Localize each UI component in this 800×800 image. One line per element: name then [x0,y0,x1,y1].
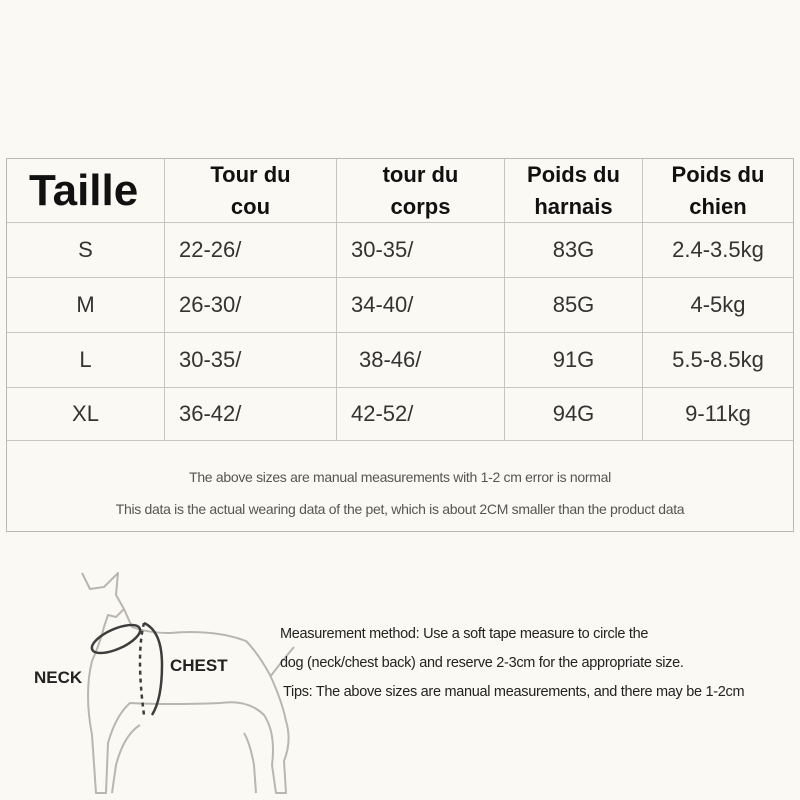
cell-dog-weight: 5.5-8.5kg [672,347,764,372]
method-line: Measurement method: Use a soft tape measure to circle the [280,626,649,642]
header-body: tour du corps [337,159,505,222]
cell-dog-weight: 4-5kg [690,292,746,317]
table-header-row [7,159,793,223]
neck-label: NECK [34,668,83,687]
cell-harness-weight: 91G [505,333,643,387]
cell-body: 30-35/ [337,223,505,277]
cell-body: 42-52/ [337,388,505,440]
cell-size: S [7,223,165,277]
dog-outline [82,573,289,793]
cell-neck: 26-30/ [165,278,337,332]
header-harness-weight: Poids du harnais [505,159,643,222]
chest-measure-loop [144,623,162,715]
cell-harness-weight: 94G [505,388,643,440]
cell-body: 34-40/ [337,278,505,332]
cell-dog-weight: 2.4-3.5kg [672,237,764,262]
header-size: Taille [7,159,165,222]
cell-dog-weight: 9-11kg [685,401,751,426]
table-row [7,333,793,388]
header-dog-weight: Poids du chien [671,161,765,219]
cell-harness-weight: 85G [505,278,643,332]
cell-neck: 30-35/ [165,333,337,387]
tips-line: Tips: The above sizes are manual measurements, and there may be 1-2cm [283,684,745,700]
cell-neck: 22-26/ [165,223,337,277]
cell-neck: 36-42/ [165,388,337,440]
table-row [7,388,793,441]
note-line: The above sizes are manual measurements with 1-2 cm error is normal [189,469,611,485]
cell-harness-weight: 83G [505,223,643,277]
cell-size: L [7,333,165,387]
cell-body: 38-46/ [337,333,505,387]
table-notes [7,441,793,533]
table-row [7,278,793,333]
method-line: dog (neck/chest back) and reserve 2-3cm for the appropriate size. [280,655,684,671]
cell-size: M [7,278,165,332]
neck-measure-loop [88,619,144,658]
header-neck: Tour du cou [165,159,337,222]
table-row [7,223,793,278]
chest-label: CHEST [170,656,228,675]
note-line: This data is the actual wearing data of the pet, which is about 2CM smaller than the product data [115,501,685,517]
size-table [6,158,794,532]
cell-size: XL [7,388,165,440]
